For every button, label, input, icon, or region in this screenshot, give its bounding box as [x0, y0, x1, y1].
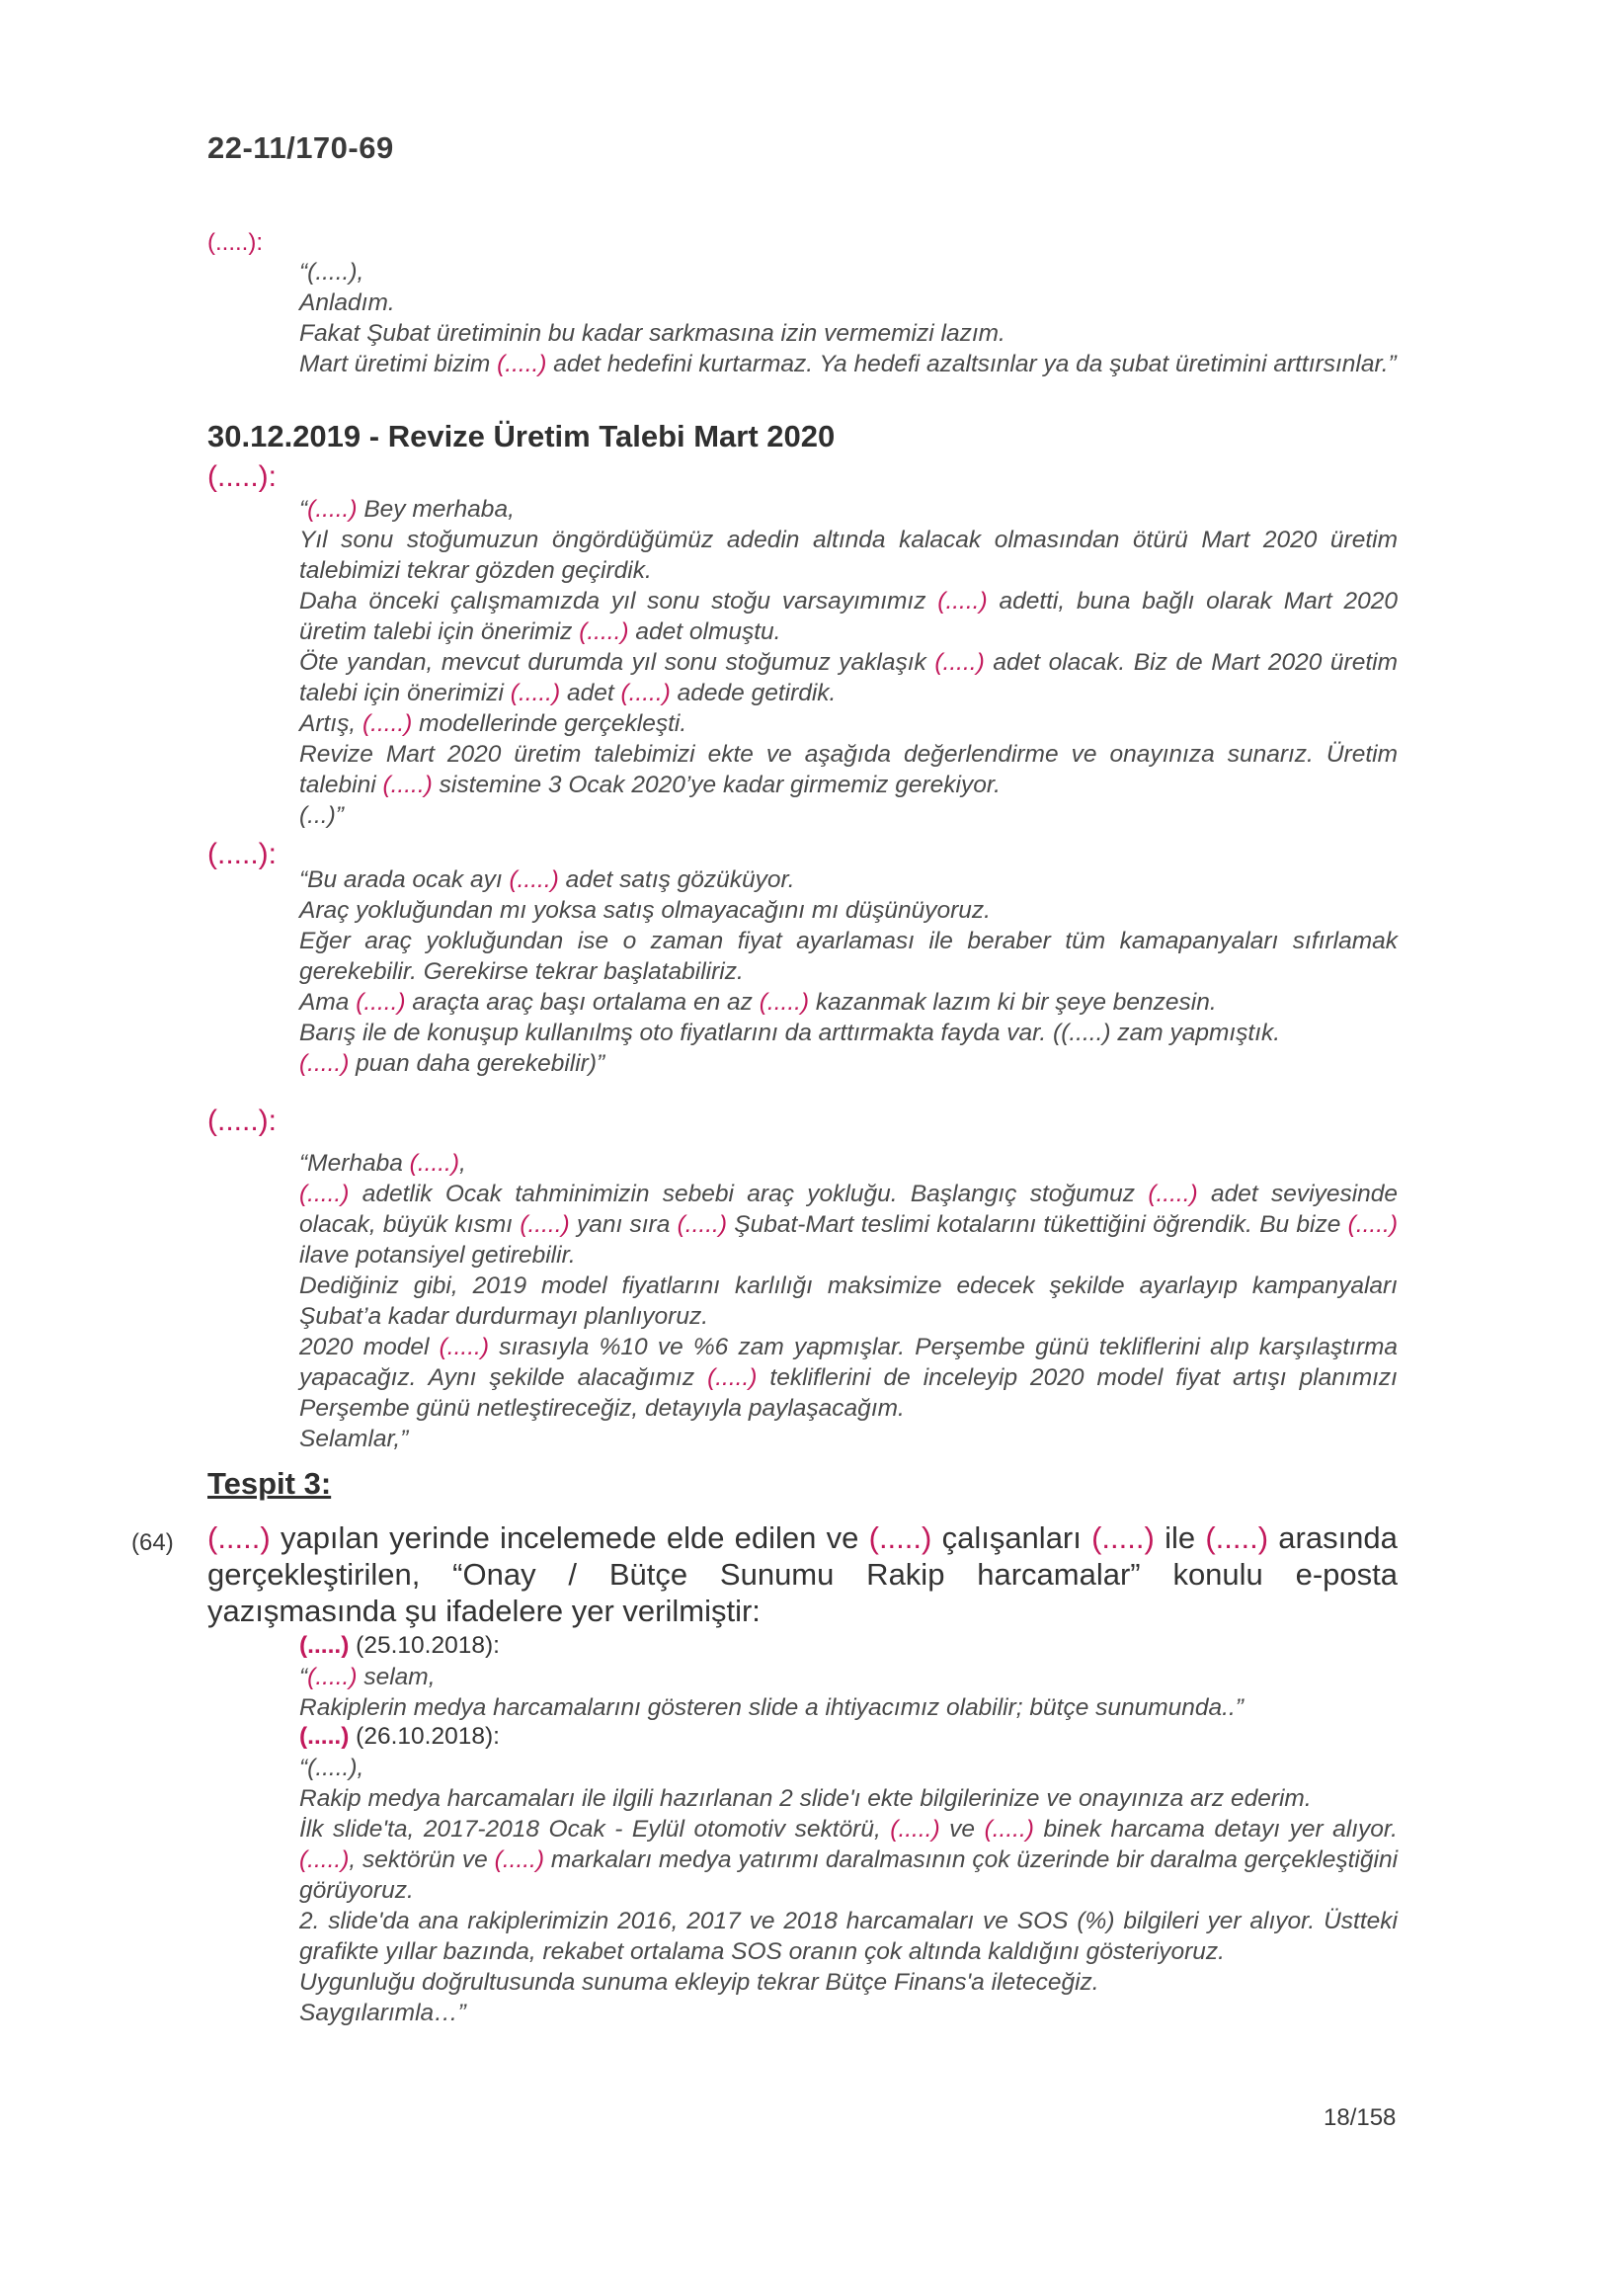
- quote-line: Rakiplerin medya harcamalarını gösteren slide a ihtiyacımız olabilir; bütçe sunumunda..”: [299, 1694, 1244, 1721]
- quote-line: (.....) adetlik Ocak tahminimizin sebebi araç yokluğu. Başlangıç stoğumuz (.....) adet seviyesinde olacak, büyük kısmı (.....) yanı sıra (.....) Şubat-Mart teslimi kotalarını tükettiğini öğrendik. Bu bize (.....) ilave potansiyel getirebilir.: [299, 1181, 1399, 1269]
- quote-line: (.....) puan daha gerekebilir)”: [299, 1050, 605, 1077]
- quote-line: Mart üretimi bizim (.....) adet hedefini kurtarmaz. Ya hedefi azaltsınlar ya da şubat üretimini arttırsınlar.”: [299, 351, 1397, 377]
- email-quote-5: [299, 1662, 1398, 1723]
- page-number: 18/158: [1324, 2104, 1397, 2131]
- quote-line: (...)”: [299, 802, 344, 829]
- quote-line: Anladım.: [299, 289, 395, 316]
- quote-line: 2020 model (.....) sırasıyla %10 ve %6 zam yapmışlar. Perşembe günü tekliflerini alıp karşılaştırma yapacağız. Aynı şekilde alacağımız (.....) tekliflerini de inceleyip 2020 model fiyat artışı planımızı Perşembe günü netleştireceğiz, detayıyla paylaşacağım.: [299, 1334, 1399, 1422]
- quote-line: Selamlar,”: [299, 1426, 409, 1452]
- email-quote-6: [299, 1753, 1398, 2028]
- email-quote-3: [299, 864, 1398, 1079]
- quote-line: Öte yandan, mevcut durumda yıl sonu stoğumuz yaklaşık (.....) adet olacak. Biz de Mart 2020 üretim talebi için önerimizi (.....) adet (.....) adede getirdik.: [299, 649, 1399, 706]
- quote-line: Fakat Şubat üretiminin bu kadar sarkmasına izin vermemizi lazım.: [299, 320, 1005, 347]
- quote-line: Yıl sonu stoğumuzun öngördüğümüz adedin altında kalacak olmasından ötürü Mart 2020 üretim talebimizi tekrar gözden geçirdik.: [299, 527, 1398, 584]
- quote-line: 2. slide'da ana rakiplerimizin 2016, 2017 ve 2018 harcamaları ve SOS (%) bilgileri yer alıyor. Üstteki grafikte yıllar bazında, rekabet ortalama SOS oranın çok altında kaldığını gösteriyoruz.: [299, 1908, 1398, 1965]
- quote-line: İlk slide'ta, 2017-2018 Ocak - Eylül otomotiv sektörü, (.....) ve (.....) binek harcama detayı yer alıyor. (.....), sektörün ve (.....) markaları medya yatırımı daralmasının çok üzerinde bir daralma gerçekleştiğini görüyoruz.: [299, 1816, 1399, 1904]
- quote-line: Uygunluğu doğrultusunda sunuma ekleyip tekrar Bütçe Finans'a ileteceğiz.: [299, 1969, 1099, 1996]
- quote-line: “(.....),: [299, 259, 364, 286]
- quote-line: “(.....) selam,: [299, 1664, 436, 1690]
- email-quote-1: [299, 257, 1398, 379]
- paragraph-number: (64): [131, 1529, 174, 1556]
- quote-line: Araç yokluğundan mı yoksa satış olmayacağını mı düşünüyoruz.: [299, 897, 991, 924]
- email-quote-4: [299, 1148, 1398, 1454]
- quote-line: “Merhaba (.....),: [299, 1150, 466, 1177]
- email-quote-2: [299, 494, 1398, 831]
- quote-line: “(.....) Bey merhaba,: [299, 496, 515, 523]
- sender-label: (.....):: [207, 460, 277, 493]
- sender-label: (.....):: [207, 1105, 277, 1137]
- quote-line: Barış ile de konuşup kullanılmş oto fiyatlarını da arttırmakta fayda var. ((.....) zam yapmıştık.: [299, 1020, 1281, 1046]
- paragraph-text: (.....) yapılan yerinde incelemede elde edilen ve (.....) çalışanları (.....) ile (.....) arasında gerçekleştirilen, “Onay / Bütçe Sunumu Rakip harcamalar” konulu e-posta yazışmasında şu ifadelere yer verilmiştir:: [207, 1520, 1398, 1628]
- quote-line: Rakip medya harcamaları ile ilgili hazırlanan 2 slide'ı ekte bilgilerinize ve onayınıza arz ederim.: [299, 1785, 1312, 1812]
- quote-line: “(.....),: [299, 1755, 364, 1781]
- finding-heading: Tespit 3:: [207, 1466, 332, 1501]
- quote-line: Dediğiniz gibi, 2019 model fiyatlarını karlılığı maksimize edecek şekilde ayarlayıp kampanyaları Şubat’a kadar durdurmayı planlıyoruz.: [299, 1272, 1398, 1330]
- quote-line: Eğer araç yokluğundan ise o zaman fiyat ayarlaması ile beraber tüm kamapanyaları sıfırlamak gerekebilir. Gerekirse tekrar başlatabiliriz.: [299, 928, 1398, 985]
- quote-line: “Bu arada ocak ayı (.....) adet satış gözüküyor.: [299, 866, 795, 893]
- email-sender-date: (.....) (26.10.2018):: [299, 1723, 500, 1750]
- quote-line: Revize Mart 2020 üretim talebimizi ekte ve aşağıda değerlendirme ve onayınıza sunarız. Üretim talebini (.....) sistemine 3 Ocak 2020’ye kadar girmemiz gerekiyor.: [299, 741, 1398, 798]
- section-heading: 30.12.2019 - Revize Üretim Talebi Mart 2020: [207, 419, 836, 453]
- quote-line: Daha önceki çalışmamızda yıl sonu stoğu varsayımımız (.....) adetti, buna bağlı olarak Mart 2020 üretim talebi için önerimiz (.....) adet olmuştu.: [299, 588, 1398, 645]
- sender-label: (.....):: [207, 838, 277, 870]
- document-number: 22-11/170-69: [207, 130, 394, 165]
- email-sender-date: (.....) (25.10.2018):: [299, 1632, 500, 1659]
- quote-line: Ama (.....) araçta araç başı ortalama en az (.....) kazanmak lazım ki bir şeye benzesin.: [299, 989, 1217, 1016]
- quote-line: Artış, (.....) modellerinde gerçekleşti.: [299, 710, 687, 737]
- sender-label: (.....):: [207, 229, 263, 256]
- quote-line: Saygılarımla…”: [299, 2000, 466, 2026]
